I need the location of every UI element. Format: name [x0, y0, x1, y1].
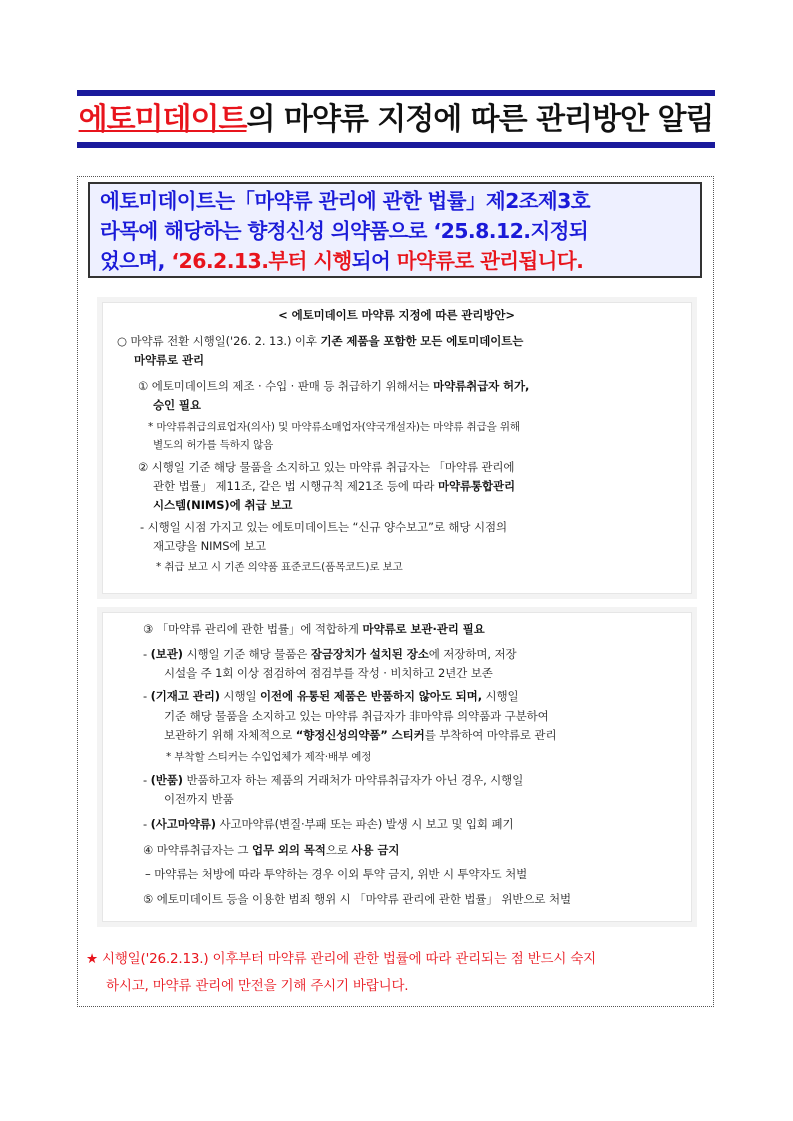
box1-bold: 승인 필요: [153, 398, 201, 412]
box1-line: - 시행일 시점 가지고 있는 에토미데이트는 “신규 양수보고”로 해당 시점의: [140, 520, 508, 534]
box1-bold: 마약류취급자 허가,: [433, 379, 530, 393]
box2-line: 시설을 주 1회 이상 점검하여 점검부를 작성 · 비치하고 2년간 보존: [164, 666, 493, 680]
announcement-line-1: 에토미데이트는「마약류 관리에 관한 법률」제2조제3호: [100, 189, 591, 213]
box2-text: 시행일: [481, 689, 519, 703]
box2-text: 반품하고자 하는 제품의 거래처가 마약류취급자가 아닌 경우, 시행일: [182, 773, 524, 787]
box2-line: [143, 771, 523, 789]
announcement-text: 됩니다.: [518, 249, 584, 273]
announcement-text: 되어: [351, 249, 397, 273]
title-rule-top: [77, 90, 715, 96]
box2-line: [143, 815, 514, 833]
announcement-line-3: [100, 246, 690, 276]
box2-line: – 마약류는 처방에 따라 투약하는 경우 이외 투약 금지, 위반 시 투약자도 처벌: [145, 867, 528, 881]
box2-line: [164, 726, 556, 744]
box2-text: ③ 「마약류 관리에 관한 법률」에 적합하게: [143, 622, 363, 636]
box1-bold: 마약류로 관리: [134, 353, 204, 367]
box1-line: [153, 496, 292, 514]
box2-bold: 잠금장치가 설치된 장소: [310, 647, 429, 661]
box2-line: 기준 해당 물품을 소지하고 있는 마약류 취급자가 非마약류 의약품과 구분하여: [164, 709, 549, 723]
box2-text: -: [143, 647, 151, 661]
announcement-box: [88, 182, 702, 278]
box2-text: -: [143, 817, 151, 831]
box2-line: [143, 645, 516, 663]
box1-line: * 취급 보고 시 기존 의약품 표준코드(품목코드)로 보고: [156, 561, 403, 573]
box2-bold: 사용 금지: [351, 843, 400, 857]
box1-line: [138, 377, 529, 395]
box1-line: [153, 477, 515, 495]
box2-bold: 마약류로 보관·관리 필요: [362, 622, 485, 636]
box2-bold: (보관): [150, 647, 183, 661]
box2-line: 이전까지 반품: [164, 792, 234, 806]
box1-line: 재고량을 NIMS에 보고: [153, 539, 266, 553]
box2-text: 에 저장하며, 저장: [428, 647, 517, 661]
box1-line: [134, 351, 204, 369]
box2-text: 시행일 기준 해당 물품은: [182, 647, 311, 661]
box1-line: [117, 332, 523, 350]
box1-text: 관한 법률」 제11조, 같은 법 시행규칙 제21조 등에 따라: [153, 479, 438, 493]
effective-date: ‘26.2.13.부터 시행: [171, 249, 352, 273]
box2-bold: (사고마약류): [150, 817, 216, 831]
box1-line: * 마약류취급의료업자(의사) 및 마약류소매업자(약국개설자)는 마약류 취급을 위해: [148, 421, 520, 433]
box2-line: [143, 620, 485, 638]
box1-line: [153, 396, 201, 414]
box2-text: -: [143, 689, 151, 703]
box2-text: -: [143, 773, 151, 787]
box2-text: ④ 마약류취급자는 그: [143, 843, 252, 857]
box2-bold: 이전에 유통된 제품은 반품하지 않아도 되며,: [260, 689, 482, 703]
box2-bold: “향정신성의약품” 스티커: [295, 728, 425, 742]
box1-line: ② 시행일 기준 해당 물품을 소지하고 있는 마약류 취급자는 「마약류 관리에: [138, 460, 515, 474]
box1-bold: 마약류통합관리: [438, 479, 516, 493]
managed-as-narcotic: 마약류로 관리: [396, 249, 519, 273]
box2-text: 시행일: [219, 689, 261, 703]
announcement-line-2: 라목에 해당하는 향정신성 의약품으로 ‘25.8.12.지정되: [100, 219, 589, 243]
box2-line: ⑤ 에토미데이트 등을 이용한 범죄 행위 시 「마약류 관리에 관한 법률」 위반으로 처벌: [143, 892, 571, 906]
box2-bold: 업무 외의 목적: [251, 843, 326, 857]
box2-text: 를 부착하여 마약류로 관리: [424, 728, 557, 742]
box1-line: 별도의 허가를 득하지 않음: [153, 439, 274, 451]
box2-line: [143, 841, 399, 859]
announcement-text: 었으며,: [100, 249, 172, 273]
title-highlight: 에토미데이트: [78, 102, 247, 137]
box1-text: ○ 마약류 전환 시행일('26. 2. 13.) 이후: [117, 334, 321, 348]
box2-text: 보관하기 위해 자체적으로: [164, 728, 296, 742]
box1-text: ① 에토미데이트의 제조 · 수입 · 판매 등 취급하기 위해서는: [138, 379, 434, 393]
footer-line-1: ★ 시행일('26.2.13.) 이후부터 마약류 관리에 관한 법률에 따라 관리되는 점 반드시 숙지: [86, 951, 596, 967]
box2-bold: (기재고 관리): [150, 689, 220, 703]
box2-text: 사고마약류(변질·부패 또는 파손) 발생 시 보고 및 입회 폐기: [215, 817, 514, 831]
title-rule-bottom: [77, 142, 715, 148]
box2-text: 으로: [325, 843, 352, 857]
box1-bold: 기존 제품을 포함한 모든 에토미데이트는: [320, 334, 524, 348]
footer-line-2: 하시고, 마약류 관리에 만전을 기해 주시기 바랍니다.: [106, 978, 409, 994]
box2-bold: (반품): [150, 773, 183, 787]
box1-bold: 시스템(NIMS)에 취급 보고: [153, 498, 293, 512]
box2-line: [143, 687, 519, 705]
page-title: [77, 100, 715, 140]
box2-line: * 부착할 스티커는 수입업체가 제작·배부 예정: [166, 751, 372, 763]
box1-header: < 에토미데이트 마약류 지정에 따른 관리방안>: [278, 308, 515, 322]
title-rest: 의 마약류 지정에 따른 관리방안 알림: [246, 102, 714, 137]
